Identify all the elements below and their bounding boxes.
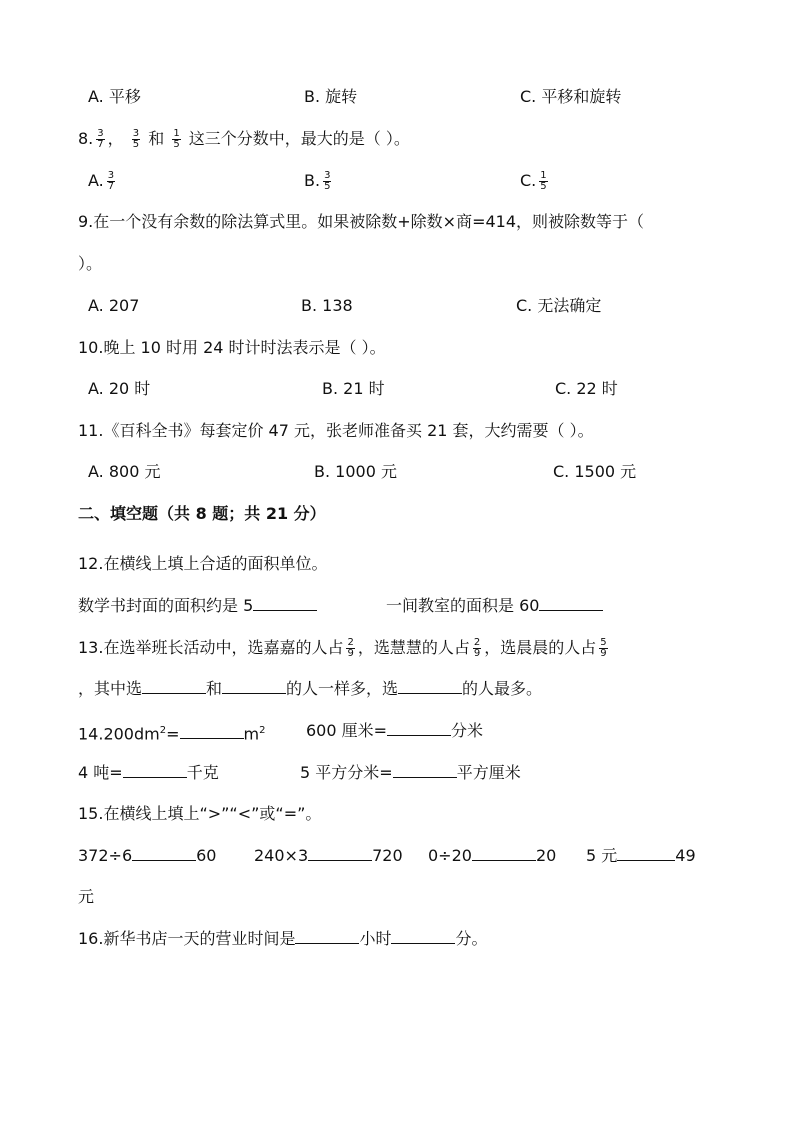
q14-item-c: 4 吨= 千克 — [78, 763, 219, 782]
fraction: $\frac{3}{5}$ — [132, 128, 140, 150]
q9-line2: ）。 — [78, 254, 103, 273]
q15-question: 15.在横线上填上“>”“<”或“=”。 — [78, 804, 322, 823]
q11-option-b: B. 1000 元 — [314, 462, 397, 481]
conjunction: 和 — [148, 129, 165, 148]
q13-line1: 13.在选举班长活动中，选嘉嘉的人占 $\frac{2}{9}$ ，选慧慧的人占 $\frac{2}{9}$ ，选晨晨的人占 $\frac{5}{9}$ — [78, 637, 607, 659]
q12-item-a: 数学书封面的面积约是 5 — [78, 595, 317, 617]
q15-item: 0÷20 20 — [428, 846, 557, 865]
answer-blank[interactable] — [393, 763, 457, 778]
q7-option-a: A. 平移 — [88, 87, 141, 106]
answer-blank[interactable] — [398, 679, 462, 694]
q13-line2: ，其中选 和 的人一样多，选 的人最多。 — [78, 679, 543, 698]
q10-option-a: A. 20 时 — [88, 379, 151, 398]
q12-question: 12.在横线上填上合适的面积单位。 — [78, 554, 328, 573]
q9-option-c: C. 无法确定 — [516, 296, 602, 315]
answer-blank[interactable] — [253, 596, 317, 611]
q11-option-c: C. 1500 元 — [553, 462, 637, 481]
q15-wrap: 元 — [78, 887, 95, 906]
answer-blank[interactable] — [132, 846, 196, 861]
q10-option-b: B. 21 时 — [322, 379, 385, 398]
q14-item-d: 5 平方分米= 平方厘米 — [300, 763, 521, 782]
q8-question — [78, 128, 410, 150]
answer-blank[interactable] — [295, 929, 359, 944]
answer-blank[interactable] — [142, 679, 206, 694]
answer-blank[interactable] — [539, 596, 603, 611]
answer-blank[interactable] — [123, 763, 187, 778]
q7-option-b: B. 旋转 — [304, 87, 358, 106]
q15-item: 5 元 49 — [586, 846, 696, 865]
q14-item-a: $14.200dm^2= m^2$ — [78, 724, 266, 744]
fraction: $\frac{3}{7}$ — [97, 128, 104, 150]
q8-option-c: C. $\frac{1}{5}$ — [520, 170, 547, 192]
q10-question: 10.晚上 10 时用 24 时计时法表示是（ ）。 — [78, 338, 386, 357]
answer-blank[interactable] — [391, 929, 455, 944]
answer-blank[interactable] — [387, 721, 451, 736]
answer-blank[interactable] — [617, 846, 675, 861]
answer-blank[interactable] — [180, 724, 244, 739]
comma: ， — [107, 129, 124, 148]
q8-option-b: B. $\frac{3}{5}$ — [304, 170, 331, 192]
q9-option-b: B. 138 — [301, 296, 353, 315]
q15-item: 372÷6 60 — [78, 846, 217, 865]
answer-blank[interactable] — [222, 679, 286, 694]
q12-item-b: 一间教室的面积是 60 — [386, 595, 603, 617]
answer-blank[interactable] — [308, 846, 372, 861]
q15-item: 240×3 720 — [254, 846, 403, 865]
q14-item-b: 600 厘米= 分米 — [306, 721, 484, 740]
q11-option-a: A. 800 元 — [88, 462, 161, 481]
fraction: $\frac{1}{5}$ — [173, 128, 180, 150]
q11-question: 11.《百科全书》每套定价 47 元，张老师准备买 21 套，大约需要（ ）。 — [78, 421, 594, 440]
q8-number: 8. — [78, 129, 94, 148]
q10-option-c: C. 22 时 — [555, 379, 618, 398]
answer-blank[interactable] — [472, 846, 536, 861]
fraction: $\frac{5}{9}$ — [600, 637, 607, 659]
q8-tail: 这三个分数中，最大的是（ ）。 — [188, 129, 410, 148]
section-heading: 二、填空题（共 8 题；共 21 分） — [78, 504, 326, 523]
fraction: $\frac{2}{9}$ — [347, 637, 354, 659]
q16-question: 16.新华书店一天的营业时间是 小时 分。 — [78, 929, 488, 948]
q7-option-c: C. 平移和旋转 — [520, 87, 622, 106]
fraction: $\frac{2}{9}$ — [473, 637, 481, 659]
q9-line1: 9.在一个没有余数的除法算式里。如果被除数+除数×商=414，则被除数等于（ — [78, 212, 645, 231]
q8-option-a: A. $\frac{3}{7}$ — [88, 170, 115, 192]
q9-option-a: A. 207 — [88, 296, 140, 315]
